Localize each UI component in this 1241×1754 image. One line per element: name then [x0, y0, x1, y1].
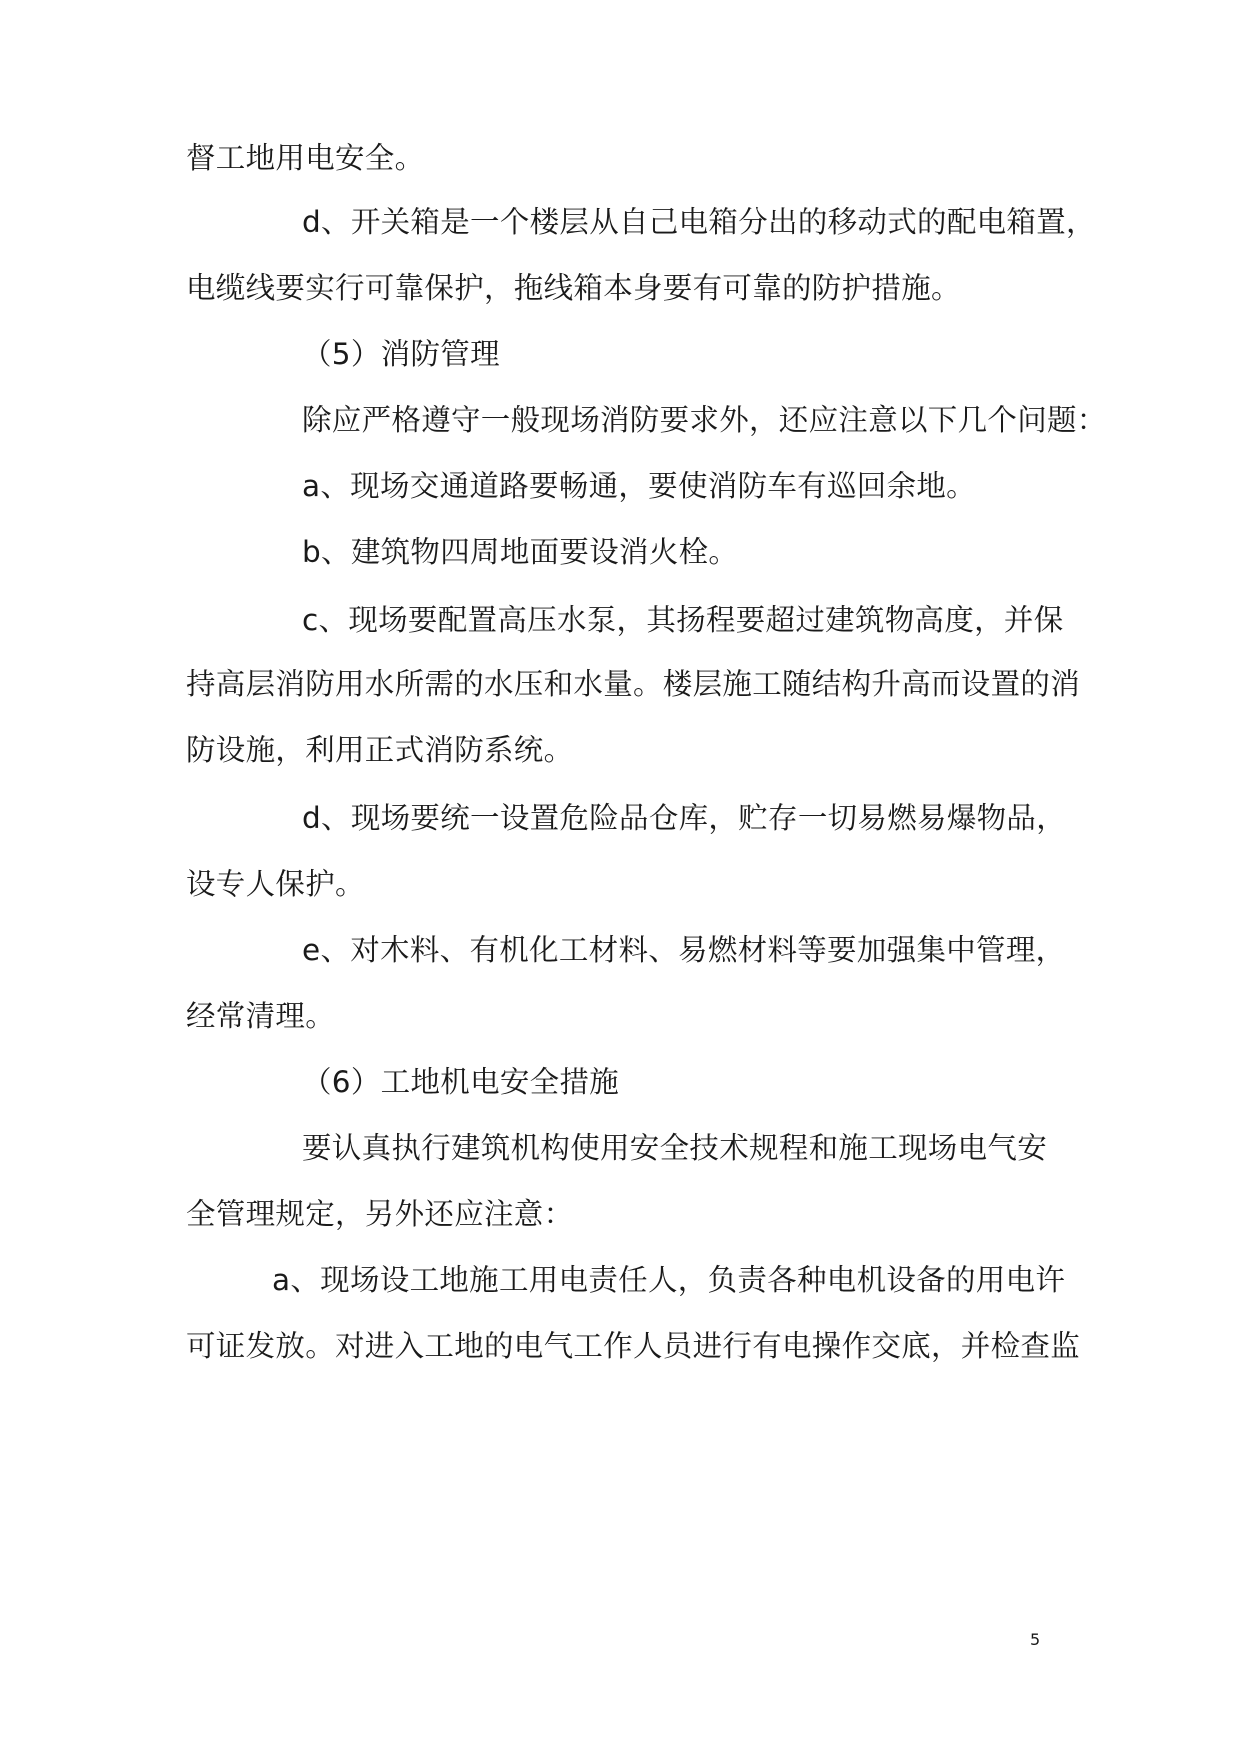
text-line: 全管理规定，另外还应注意： — [186, 1197, 574, 1231]
text-line: e、对木料、有机化工材料、易燃材料等要加强集中管理， — [302, 933, 1066, 967]
text-line: 防设施，利用正式消防系统。 — [186, 733, 574, 767]
text-line: 持高层消防用水所需的水压和水量。楼层施工随结构升高而设置的消 — [186, 667, 1081, 701]
section-heading: （5）消防管理 — [302, 337, 500, 371]
text-line: a、现场设工地施工用电责任人，负责各种电机设备的用电许 — [272, 1263, 1066, 1297]
text-line: a、现场交通道路要畅通，要使消防车有巡回余地。 — [302, 469, 976, 503]
text-line: c、现场要配置高压水泵，其扬程要超过建筑物高度，并保 — [302, 603, 1064, 637]
text-line: 电缆线要实行可靠保护，拖线箱本身要有可靠的防护措施。 — [186, 271, 961, 305]
text-line: 要认真执行建筑机构使用安全技术规程和施工现场电气安 — [302, 1131, 1048, 1165]
page-number: 5 — [1030, 1630, 1041, 1649]
text-line: 督工地用电安全。 — [186, 141, 425, 175]
text-line: 除应严格遵守一般现场消防要求外，还应注意以下几个问题： — [302, 403, 1107, 437]
text-line: 设专人保护。 — [186, 867, 365, 901]
text-line: d、现场要统一设置危险品仓库，贮存一切易燃易爆物品， — [302, 801, 1067, 835]
text-line: d、开关箱是一个楼层从自己电箱分出的移动式的配电箱置， — [302, 205, 1096, 239]
text-line: b、建筑物四周地面要设消火栓。 — [302, 535, 739, 569]
section-heading: （6）工地机电安全措施 — [302, 1065, 620, 1099]
text-line: 经常清理。 — [186, 999, 336, 1033]
text-line: 可证发放。对进入工地的电气工作人员进行有电操作交底，并检查监 — [186, 1329, 1081, 1363]
